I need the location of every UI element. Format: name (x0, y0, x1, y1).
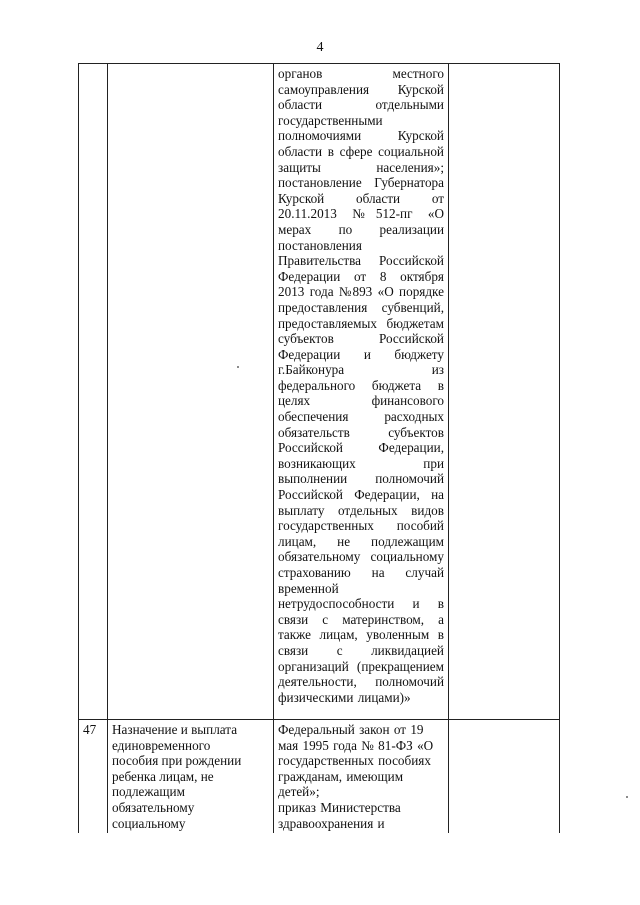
text-line: Федеральный закон от 19 (278, 722, 424, 737)
text-line: здравоохранения и (278, 815, 385, 831)
text-line: Правительства Российской (278, 253, 444, 269)
text-line: организаций (прекращением (278, 658, 444, 674)
legal-basis-text (278, 66, 444, 705)
text-line: обязательному социальному (278, 549, 444, 565)
text-line: защиты населения»; (278, 159, 444, 175)
text-line: Российской Федерации, на (278, 487, 444, 503)
text-line: нетрудоспособности и в (278, 596, 444, 612)
note-cell (449, 64, 560, 720)
row-number-cell: 47 (79, 720, 108, 834)
text-line: органов местного (278, 66, 444, 81)
text-line: полномочиями Курской (278, 128, 444, 144)
text-line: 20.11.2013 №512-пг «О (278, 206, 444, 222)
document-table (78, 63, 560, 833)
text-line: связи с ликвидацией (278, 642, 444, 658)
text-line: государственных пособий (278, 518, 444, 534)
text-line: государственными (278, 112, 383, 128)
text-line: государственных пособиях (278, 753, 431, 769)
text-line: Назначение и выплата (112, 722, 238, 737)
page-number: 4 (316, 40, 324, 55)
service-name-cell (108, 720, 274, 834)
service-name-text (112, 722, 269, 831)
legal-basis-cell (274, 720, 449, 834)
text-line: мерах по реализации (278, 221, 444, 237)
note-cell (449, 720, 560, 834)
text-line: выполнении полномочий (278, 471, 444, 487)
text-line: обязательному (112, 799, 195, 815)
service-name-cell (108, 64, 274, 720)
table-row-47 (79, 720, 560, 834)
text-line: мая 1995 года № 81-ФЗ «О (278, 737, 434, 753)
text-line: области в сфере социальной (278, 143, 444, 159)
text-line: возникающих при (278, 455, 444, 471)
text-line: Федерации и бюджету (278, 346, 444, 362)
legal-basis-cell (274, 64, 449, 720)
text-line: приказ Министерства (278, 799, 401, 815)
text-line: ребенка лицам, не (112, 768, 214, 784)
text-line: обеспечения расходных (278, 409, 444, 425)
text-line: постановления (278, 237, 362, 253)
text-line: федерального бюджета в (278, 377, 444, 393)
legal-basis-text (278, 722, 444, 831)
text-line: предоставления субвенций, (278, 299, 444, 315)
text-line: временной (278, 580, 339, 596)
row-number-cell (79, 64, 108, 720)
text-line: выплату отдельных видов (278, 502, 444, 518)
text-line: страхованию на случай (278, 565, 444, 580)
text-line: социальному (112, 815, 186, 831)
text-line: гражданам, имеющим (278, 768, 404, 784)
text-line: целях финансового (278, 393, 444, 409)
text-line: также лицам, уволенным в (278, 627, 444, 643)
scan-speck (237, 366, 239, 368)
text-line: предоставляемых бюджетам (278, 315, 444, 331)
text-line: постановление Губернатора (278, 175, 444, 191)
text-line: Курской области от (278, 190, 444, 206)
text-line: обязательств субъектов (278, 424, 444, 440)
text-line: Российской Федерации, (278, 440, 444, 456)
text-line: деятельности, полномочий (278, 674, 444, 690)
text-line: области отдельными (278, 97, 444, 113)
text-line: г.Байконура из (278, 362, 444, 378)
table-row-continuation (79, 64, 560, 720)
text-line: субъектов Российской (278, 331, 444, 347)
text-line: пособия при рождении (112, 753, 242, 769)
text-line: связи с материнством, а (278, 611, 444, 627)
text-line: физическими лицами)» (278, 689, 411, 705)
text-line: 2013 года №893 «О порядке (278, 284, 444, 300)
scan-speck (626, 796, 628, 798)
text-line: лицам, не подлежащим (278, 533, 444, 549)
text-line: подлежащим (112, 784, 185, 800)
text-line: Федерации от 8 октября (278, 268, 444, 284)
text-line: единовременного (112, 737, 211, 753)
text-line: детей»; (278, 784, 320, 800)
text-line: самоуправления Курской (278, 81, 444, 97)
